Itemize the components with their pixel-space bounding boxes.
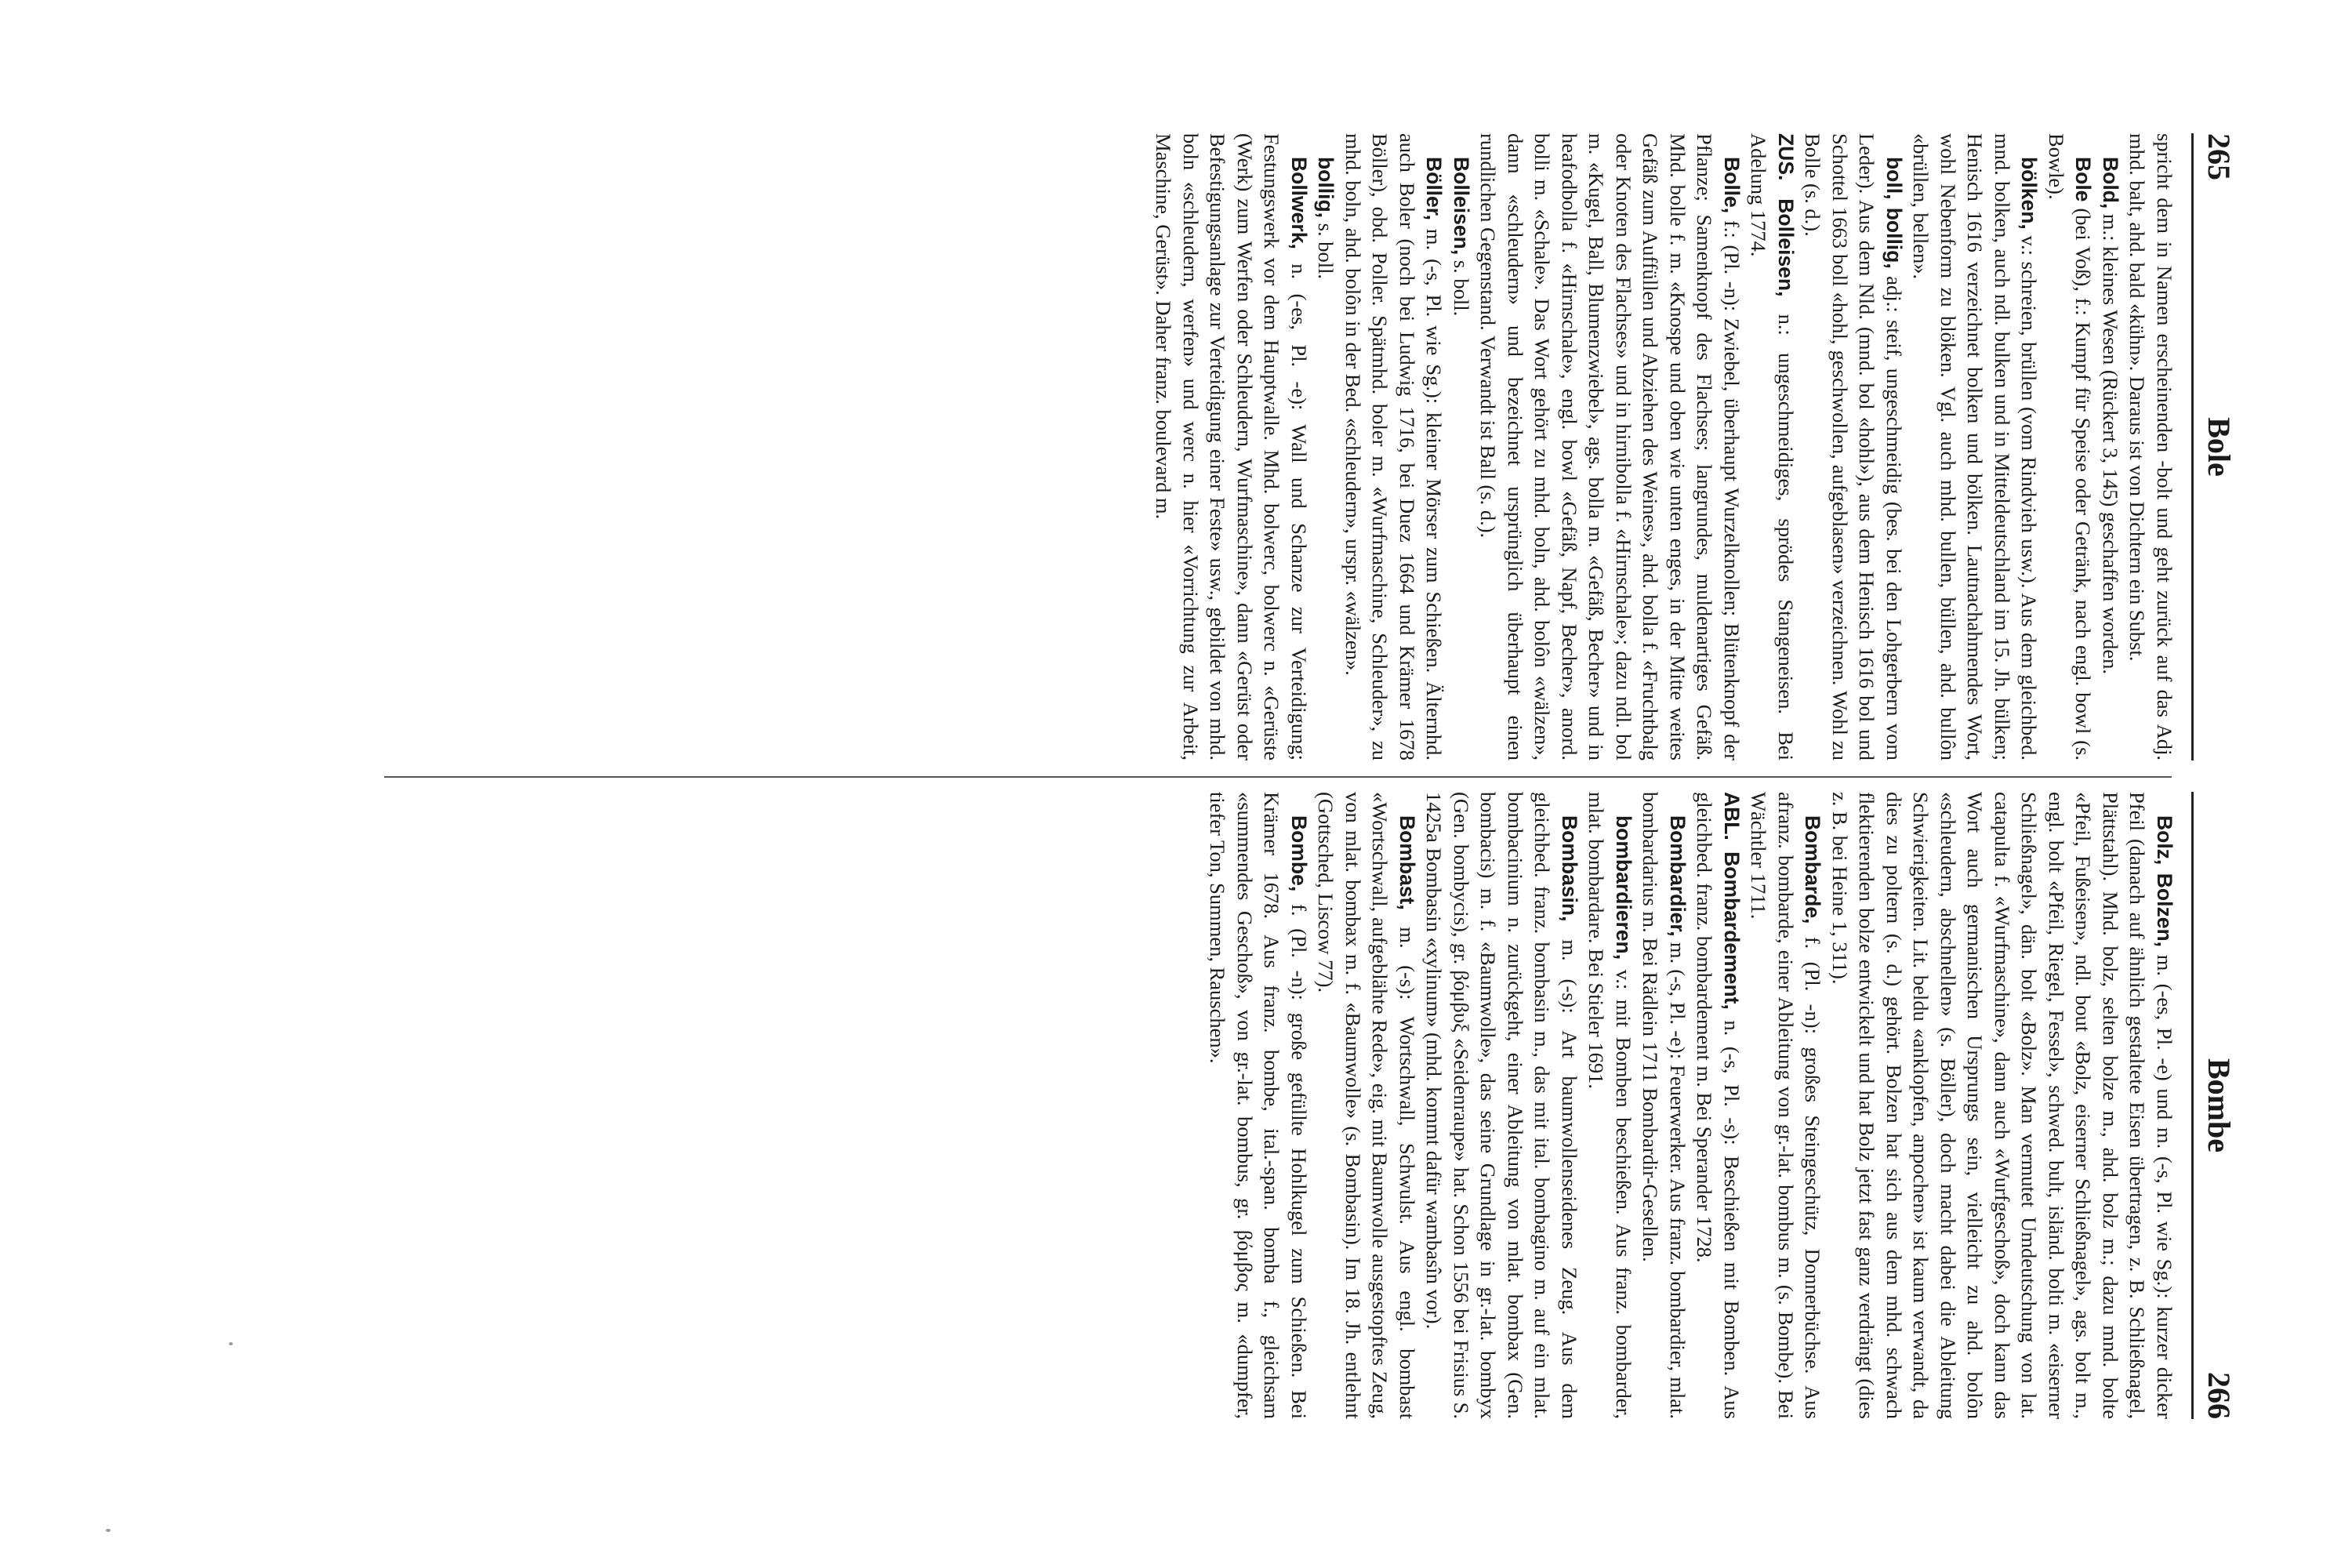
entry-text: f.: (Pl. -n): Zwiebel, überhaupt Wurzelknollen; Blütenknopf der Pflanze; Samenknopf des Flachses; langrundes, muldenartiges Gefäß. Mhd. bolle f. m. «Knospe und oben wie unten enges, in der Mitte weites Gefäß zum Auffüllen und Abziehen des Weines», ahd. bolla f. «Fruchtbalg oder Knoten des Flachses» und in hirnibolla f. «Hirnschale»; dazu ndl. bol m. «Kugel, Ball, Blumenzwiebel», ags. bolla m. «Gefäß, Becher» und in heafodbolla f. «Hirnschale», engl. bowl «Gefäß, Napf, Becher», anord. bolli m. «Schale». Das Wort gehört zu mhd. boln, ahd. bolôn «wälzen», dann «schleudern» und bezeichnet ursprünglich überhaupt einen rundlichen Gegenstand. Verwandt ist Ball (s. d.). — [1476, 133, 1744, 760]
entry-lemma: Bolle, — [1720, 157, 1744, 214]
entry-lemma: bollig, — [1314, 157, 1338, 219]
entry-text: m. (-s): Wortschwall, Schwulst. Aus engl. bombast «Wortschwall, aufgeblähte Rede», eig. mit Baumwolle ausgestopftes Zeug, von mlat. bombax m. f. «Baumwolle» (s. Bombasin). Im 18. Jh. entlehnt (Gottsched, Liscow 77). — [1314, 792, 1419, 1419]
entry-lemma: ABL. Bombardement, — [1720, 792, 1744, 1010]
entry-text: n. (-es, Pl. -e): Wall und Schanze zur Verteidigung; Festungswerk vor dem Hauptwalle. Mhd. bolwerc, bolwerc n. «Gerüste (Werk) zum Werfen oder Schleudern, Wurfmaschine», dann «Gerüst oder Befestigungsanlage zur Verteidigung einer Feste» usw., gebildet von mhd. boln «schleudern, werfen» und werc n. hier «Vorrichtung zur Arbeit, Maschine, Gerüst». Daher franz. boulevard m. — [1152, 133, 1311, 760]
entry-text: n.: ungeschmeidiges, sprödes Stangeneisen. Bei Adelung 1774. — [1747, 133, 1798, 760]
entry-text: m. (-es, Pl. -e) und m. (-s, Pl. wie Sg.): kurzer dicker Pfeil (danach auf ähnlich gestaltete Eisen übertragen, z. B. Schließnagel, Plättstahl). Mhd. bolz, selten bolze m., ahd. bolz m.; dazu mnd. bolte «Pfeil, Fußeisen», ndl. bout «Bolz, eiserner Schließnagel», ags. bolt m., engl. bolt «Pfeil, Riegel, Fessel», schwed. bult, isländ. bolti m. «eiserner Schließnagel», dän. bolt «Bolz». Man vermutet Umdeutschung von lat. catapulta f. «Wurfmaschine», dann auch «Wurfgeschoß», doch kann das Wort auch germanischen Ursprungs sein, vielleicht zu ahd. bolôn «schleudern, abschnellen» (s. Böller), doch macht dabei die Ableitung Schwierigkeiten. Lit. beldu «anklopfen, anpochen» ist kaum verwandt, da dies zu poltern (s. d.) gehört. Bolzen hat sich aus dem mhd. schwach flektierenden bolze entwickelt und hat Bolz jetzt fast ganz verdrängt (dies z. B. bei Heine 1, 311). — [1828, 792, 2176, 1419]
dictionary-entry — [1637, 792, 1691, 1419]
dictionary-entry — [1150, 133, 1312, 760]
entry-lemma: Bombe, — [1287, 815, 1311, 892]
entry-text: s. boll. — [1450, 260, 1473, 317]
entry-lemma: Bolz, Bolzen, — [2153, 815, 2176, 948]
dictionary-entry — [1691, 792, 1745, 1419]
entry-text: (bei Voß), f.: Kumpf für Speise oder Getränk, nach engl. bowl (s. Bowle). — [2045, 133, 2096, 760]
entry-text: m.: kleines Wesen (Rückert 3, 145) geschaffen worden. — [2099, 213, 2122, 674]
dictionary-entry — [2124, 133, 2178, 760]
dictionary-entry — [1421, 792, 1583, 1419]
dictionary-entry — [1312, 792, 1421, 1419]
entry-lemma: Bombardier, — [1666, 815, 1690, 937]
entry-text: n. (-s, Pl. -s): Beschießen mit Bomben. Aus gleichbed. franz. bombardement m. Bei Sperander 1728. — [1693, 792, 1744, 1419]
entry-text: f. (Pl. -n): große gefüllte Hohlkugel zum Schießen. Bei Krämer 1678. Aus franz. bombe, ital.-span. bomba f., gleichsam «summendes Geschoß», von gr.-lat. bombus, gr. βόμβος m. «dumpfer, tiefer Ton, Summen, Rauschen». — [1206, 792, 1311, 1419]
entry-lemma: Bolleisen, — [1450, 157, 1473, 256]
dictionary-entry — [1448, 133, 1475, 760]
entry-lemma: Bombarde, — [1801, 815, 1825, 924]
entry-text: m. (-s, Pl. wie Sg.): kleiner Mörser zum Schießen. Älternhd. auch Boler (noch bei Ludwig 1716, bei Duez 1664 und Krämer 1678 Böller), obd. Poller. Spätmhd. boler m. «Wurfmaschine, Schleuder», zu mhd. boln, ahd. bolôn in der Bed. «schleudern», urspr. «wälzen». — [1341, 133, 1446, 760]
running-head-left: Bole — [2201, 417, 2237, 477]
entry-lemma: ZUS. Bolleisen, — [1774, 133, 1798, 297]
right-page-body — [281, 792, 2178, 1419]
entry-text: f. (Pl. -n): großes Steingeschütz, Donnerbüchse. Aus afranz. bombarde, einer Ableitung von gr.-lat. bombus m. (s. Bombe). Bei Wächtler 1711. — [1747, 792, 1825, 1419]
left-page-body — [281, 133, 2178, 760]
dictionary-entry — [1745, 133, 1799, 760]
running-head-right: Bombe — [2201, 1058, 2237, 1152]
header-rule-right — [2191, 792, 2194, 1419]
entry-text: v.: schreien, brüllen (vom Rindvieh usw.). Aus dem gleichbed. mnd. bolken, auch ndl. bulken und in Mitteldeutschland im 15. Jh. bülken; Henisch 1616 verzeichnet bolken und bölken. Lautnachahmendes Wort, wohl Nebenform zu blöken. Vgl. auch mhd. bullen, büllen, ahd. bullôn «brüllen, bellen». — [1909, 133, 2042, 760]
left-page — [267, 133, 2242, 760]
header-rule-left — [2191, 133, 2194, 760]
entry-lemma: bölken, — [2017, 157, 2042, 230]
dictionary-entry — [1799, 133, 1907, 760]
dictionary-entry — [1312, 133, 1340, 760]
page-number-left: 265 — [2201, 133, 2237, 180]
entry-text: s. boll. — [1314, 223, 1338, 280]
rotated-page-spread — [267, 133, 2242, 1419]
scan-speck — [106, 1529, 111, 1532]
dictionary-entry — [2043, 133, 2097, 760]
dictionary-entry — [1745, 792, 1827, 1419]
entry-lemma: Bombast, — [1396, 815, 1419, 910]
entry-text: v.: mit Bomben beschießen. Aus franz. bombarder, mlat. bombardare. Bei Stieler 1691. — [1584, 792, 1635, 1419]
right-page — [267, 792, 2242, 1419]
dictionary-entry — [1907, 133, 2043, 760]
dictionary-entry — [1204, 792, 1312, 1419]
left-page-header — [2187, 133, 2242, 760]
dictionary-entry — [1340, 133, 1448, 760]
page-number-right: 266 — [2201, 1372, 2237, 1419]
entry-lemma: Bollwerk, — [1287, 157, 1311, 249]
dictionary-entry — [1583, 792, 1637, 1419]
dictionary-entry — [1827, 792, 2179, 1419]
dictionary-entry — [2097, 133, 2125, 760]
entry-lemma: bombardieren, — [1612, 815, 1635, 960]
entry-lemma: Bold, — [2099, 157, 2122, 209]
entry-lemma: Böller, — [1422, 157, 1446, 221]
entry-lemma: boll, bollig, — [1882, 157, 1906, 269]
scan-speck — [229, 1342, 233, 1345]
dictionary-entry — [1475, 133, 1745, 760]
right-page-header — [2187, 792, 2242, 1419]
entry-lemma: Bombasin, — [1558, 815, 1581, 922]
entry-text: m. (-s, Pl. -e): Feuerwerker. Aus franz. bombardier, mlat. bombardarius m. Bei Rädlein 1711 Bombardir-Gesellen. — [1639, 792, 1690, 1419]
entry-text: m. (-s): Art baumwollenseidenes Zeug. Aus dem gleichbed. franz. bombasin m., das mit ital. bombagino m. auf ein mlat. bombacinium n. zurückgeht, einer Ableitung von mlat. bombax (Gen. bombacis) m. f. «Baumwolle», das seine Grundlage in gr.-lat. bombyx (Gen. bombycis), gr. βόμβυξ «Seidenraupe» hat. Schon 1556 bei Frisius S. 1425a Bombasin «xylinum» (mhd. kommt dafür wambasîn vor). — [1422, 792, 1581, 1419]
column-divider — [384, 776, 2172, 778]
entry-lemma: Bole — [2071, 157, 2096, 202]
entry-text: adj.: steif, ungeschmeidig (bes. bei den Lohgerbern vom Leder). Aus dem Nld. (mnd. bol «hohl»), aus dem Henisch 1616 bol und Schottel 1663 boll «hohl, geschwollen, aufgeblasen» verzeichnen. Wohl zu Bolle (s. d.). — [1801, 133, 1906, 760]
entry-text: spricht dem in Namen erscheinenden -bolt und geht zurück auf das Adj. mhd. balt, ahd. bald «kühn». Daraus ist von Dichtern ein Subst. — [2125, 133, 2176, 760]
